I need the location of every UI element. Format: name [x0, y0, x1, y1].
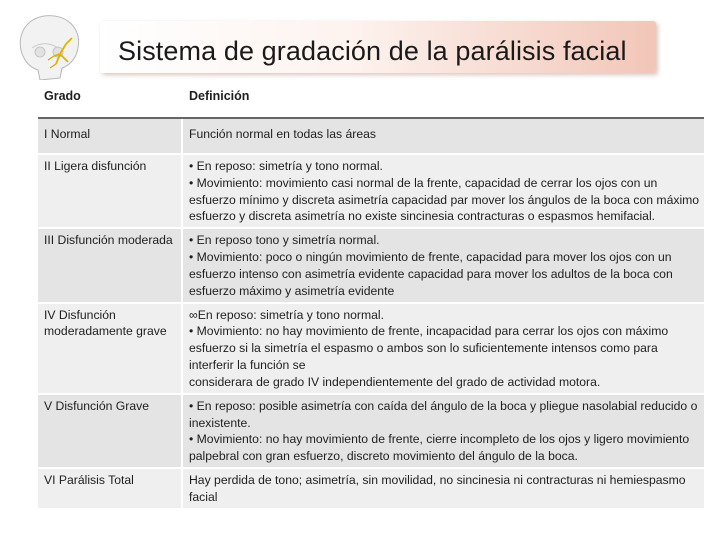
table-row: [38, 228, 704, 302]
definition-line: • En reposo: simetría y tono normal.: [189, 159, 383, 173]
definition-cell: [182, 154, 704, 228]
definition-line: Función normal en todas las áreas: [189, 127, 376, 141]
table-row: [38, 154, 704, 228]
definition-line: considerara de grado IV independientemente del grado de actividad motora.: [189, 374, 601, 389]
definition-line: Hay perdida de tono; asimetría, sin movilidad, no sincinesia ni contracturas ni hemiespasmo facial: [189, 473, 686, 504]
definition-line: • Movimiento: movimiento casi normal de la frente, capacidad de cerrar los ojos con un esfuerzo mínimo y discreta asimetría capacidad par mover los ángulos de la boca con máximo esfuerzo y discreta asimetría no existe sincinesia contracturas o espasmos hemifacial.: [189, 175, 700, 224]
grade-cell: V Disfunción Grave: [38, 394, 182, 468]
table-row: [38, 118, 704, 154]
grade-cell: III Disfunción moderada: [38, 228, 182, 302]
grade-cell: IV Disfunción moderadamente grave: [38, 303, 182, 394]
table-row: [38, 468, 704, 509]
grading-table: [38, 80, 704, 510]
grade-cell: II Ligera disfunción: [38, 154, 182, 228]
definition-cell: [182, 394, 704, 468]
definition-line: • En reposo tono y simetría normal.: [189, 233, 380, 248]
definition-line: • En reposo: posible asimetría con caída del ángulo de la boca y pliegue nasolabial reducido o inexistente.: [189, 398, 698, 430]
definition-cell: [182, 303, 704, 394]
definition-line: • Movimiento: no hay movimiento de frente, incapacidad para cerrar los ojos con máximo esfuerzo si la simetría el espasmo o ambos son lo suficientemente intensos como para interferir la función se: [189, 324, 669, 373]
definition-line: • Movimiento: no hay movimiento de frente, cierre incompleto de los ojos y ligero movimiento palpebral con gran esfuerzo, discreto movimiento del ángulo de la boca.: [189, 432, 690, 464]
definition-line: • Movimiento: poco o ningún movimiento de frente, capacidad para mover los ojos con un esfuerzo intenso con asimetría evidente capacidad para mover los adultos de la boca con esfuerzo máximo y asimetría evidente: [189, 250, 673, 298]
definition-cell: [182, 118, 704, 154]
table-row: [38, 303, 704, 394]
definition-line: ∞En reposo: simetría y tono normal.: [189, 307, 384, 322]
grade-cell: VI Parálisis Total: [38, 468, 182, 509]
grade-cell: I Normal: [38, 118, 182, 154]
slide-title: Sistema de gradación de la parálisis facial: [118, 36, 627, 66]
table-row: [38, 394, 704, 468]
definition-cell: [182, 468, 704, 509]
header-grade: Grado: [38, 80, 182, 118]
header-definition: Definición: [182, 80, 704, 118]
skull-nerve-icon: [10, 8, 90, 84]
definition-cell: [182, 228, 704, 302]
table-header-row: [38, 80, 704, 118]
